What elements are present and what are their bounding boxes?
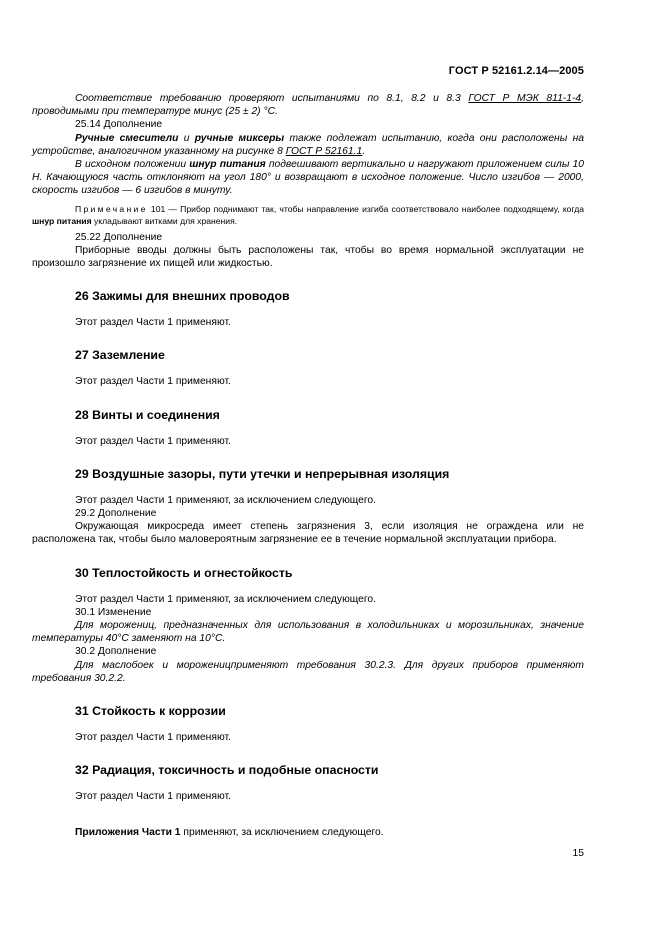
section-title-31: 31 Стойкость к коррозии	[75, 704, 226, 719]
standard-reference-link[interactable]: ГОСТ Р 52161.1	[285, 145, 363, 157]
subsection-title-30-2: 30.2 Дополнение	[75, 646, 157, 658]
text-span: также подлежат испытанию, когда они расположены на устройстве, аналогичном указанному на рисунке 8	[32, 132, 584, 157]
section-text-32: Этот раздел Части 1 применяют.	[75, 791, 231, 803]
paragraph-churns: Для маслобоек и мороженицприменяют требования 30.2.3. Для других приборов применяют требования 30.2.2.	[32, 659, 584, 684]
page-number: 15	[572, 848, 584, 859]
subsection-title-25-22: 25.22 Дополнение	[75, 231, 163, 243]
section-title-28: 28 Винты и соединения	[75, 407, 220, 422]
section-title-27: 27 Заземление	[75, 348, 165, 363]
term-power-cord: шнур питания	[189, 159, 266, 171]
section-text-31: Этот раздел Части 1 применяют.	[75, 732, 231, 744]
paragraph-micro-environment: Окружающая микросреда имеет степень загрязнения 3, если изоляция не ограждена или не расположена так, чтобы было маловероятным загрязнение ее в течение нормальной эксплуатации прибора.	[32, 521, 584, 546]
subsection-title-29-2: 29.2 Дополнение	[75, 508, 157, 520]
text-span: В исходном положении	[75, 159, 190, 171]
document-header: ГОСТ Р 52161.2.14—2005	[448, 65, 584, 77]
section-text-29: Этот раздел Части 1 применяют, за исключением следующего.	[75, 494, 377, 506]
text-span: укладывают витками для хранения.	[91, 215, 238, 226]
section-text-30: Этот раздел Части 1 применяют, за исключением следующего.	[75, 593, 377, 605]
text-span: , проводимыми при температуре минус (25 ± 2) °С.	[32, 93, 584, 118]
text-span: Соответствие требованию проверяют испытаниями по 8.1, 8.2 и 8.3	[75, 93, 469, 104]
note-101	[32, 203, 584, 227]
text-span: .	[362, 145, 366, 157]
note-label: Примечание	[75, 203, 148, 214]
text-span: применяют, за исключением следующего.	[180, 827, 384, 838]
term-hand-mixers: Ручные смесители	[75, 132, 179, 144]
paragraph-cord-test	[32, 158, 584, 198]
section-text-27: Этот раздел Части 1 применяют.	[75, 376, 231, 388]
section-title-29: 29 Воздушные зазоры, пути утечки и непрерывная изоляция	[75, 466, 450, 481]
paragraph-appliance-inlets: Приборные вводы должны быть расположены так, чтобы во время нормальной эксплуатации не произошло загрязнение их пищей или жидкостью.	[32, 244, 584, 270]
subsection-title-25-14: 25.14 Дополнение	[75, 119, 163, 131]
text-span: подвешивают вертикально и нагружают приложением силы 10 Н. Качающуюся часть отклоняют на угол 180° и возвращают в исходное положение. Число изгибов — 2000, скорость изгибов — 6 изгибов в минуту.	[32, 159, 584, 197]
subsection-title-30-1: 30.1 Изменение	[75, 606, 152, 618]
section-title-30: 30 Теплостойкость и огнестойкость	[75, 565, 293, 580]
term-hand-blenders: ручные миксеры	[194, 132, 285, 144]
section-text-28: Этот раздел Части 1 применяют.	[75, 435, 231, 447]
text-span: 101 — Прибор поднимают так, чтобы направление изгиба соответствовало наиболее подходящему, когда	[147, 203, 584, 214]
text-span: и	[178, 132, 195, 144]
annex-note	[75, 827, 384, 838]
term-power-cord: шнур питания	[32, 215, 92, 226]
paragraph-mixers	[32, 132, 584, 158]
standard-reference-link[interactable]: ГОСТ Р МЭК 811-1-4	[468, 93, 582, 104]
paragraph-compliance	[32, 92, 584, 118]
section-title-32: 32 Радиация, токсичность и подобные опасности	[75, 763, 379, 778]
section-title-26: 26 Зажимы для внешних проводов	[75, 289, 290, 304]
paragraph-ice-cream-makers: Для морожениц, предназначенных для использования в холодильниках и морозильниках, значение температуры 40°С заменяют на 10°С.	[32, 620, 584, 645]
section-text-26: Этот раздел Части 1 применяют.	[75, 317, 231, 329]
annex-bold: Приложения Части 1	[75, 827, 181, 838]
page-content	[32, 92, 584, 803]
